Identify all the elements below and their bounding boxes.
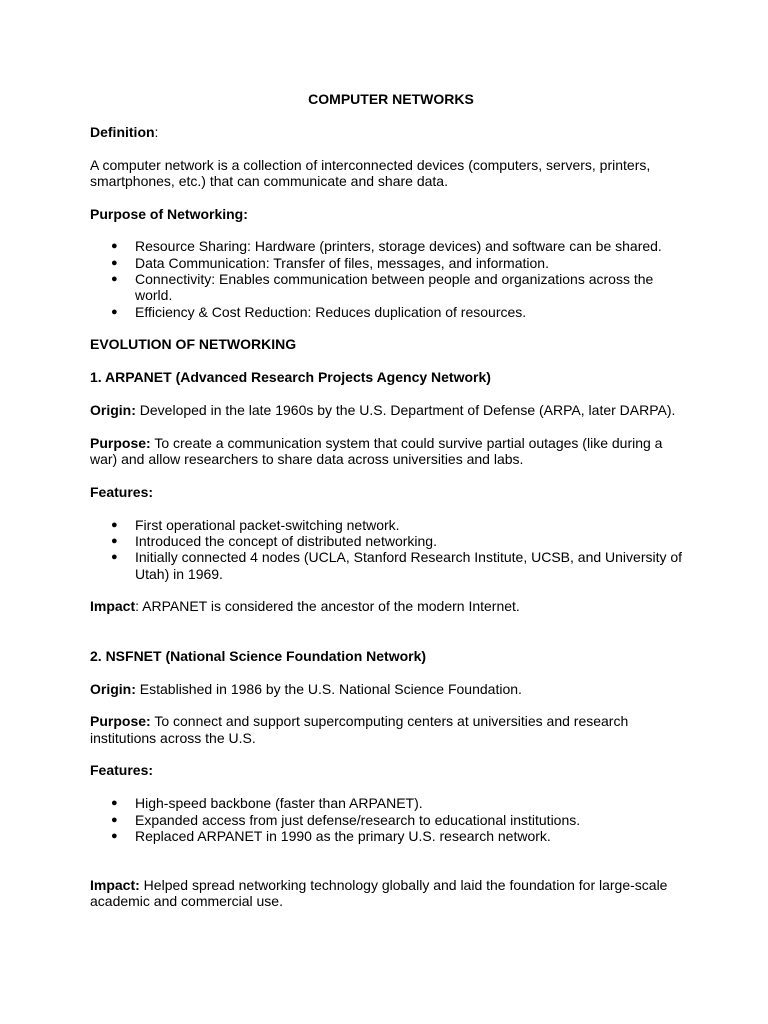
list-item-text: High-speed backbone (faster than ARPANET). [135, 795, 423, 812]
nsfnet-purpose [90, 713, 690, 746]
arpanet-origin-label: Origin: [90, 402, 136, 419]
list-item-text: Initially connected 4 nodes (UCLA, Stanford Research Institute, UCSB, and University of Utah) in 1969. [135, 549, 683, 582]
list-item-text: First operational packet-switching network. [135, 516, 400, 533]
arpanet-impact-label: Impact [90, 598, 136, 615]
nsfnet-origin-text: Established in 1986 by the U.S. National Science Foundation. [135, 680, 522, 697]
arpanet-features-list [90, 517, 690, 582]
list-item [90, 812, 690, 828]
nsfnet-heading: 2. NSFNET (National Science Foundation Network) [90, 647, 427, 664]
definition-colon: : [154, 123, 159, 140]
nsfnet-purpose-text: To connect and support supercomputing centers at universities and research institutions across the U.S. [90, 713, 629, 746]
list-item [90, 255, 690, 271]
bullet-icon: ● [111, 240, 118, 253]
list-item-text: Connectivity: Enables communication between people and organizations across the world. [135, 271, 654, 304]
arpanet-heading: 1. ARPANET (Advanced Research Projects Agency Network) [90, 369, 491, 386]
nsfnet-purpose-label: Purpose: [90, 713, 151, 730]
page-title: COMPUTER NETWORKS [308, 91, 474, 107]
bullet-icon: ● [111, 305, 118, 318]
list-item [90, 549, 690, 582]
evolution-heading: EVOLUTION OF NETWORKING [90, 336, 297, 353]
list-item-text: Replaced ARPANET in 1990 as the primary U.S. research network. [135, 827, 551, 844]
arpanet-purpose [90, 435, 690, 468]
arpanet-features-label: Features: [90, 483, 154, 500]
list-item [90, 533, 690, 549]
list-item [90, 238, 690, 254]
definition-label: Definition [90, 123, 155, 140]
purpose-networking-list [90, 238, 690, 319]
list-item-text: Introduced the concept of distributed networking. [135, 533, 437, 550]
bullet-icon: ● [111, 256, 118, 269]
definition-heading [90, 124, 690, 140]
nsfnet-features-label: Features: [90, 762, 154, 779]
arpanet-origin-text: Developed in the late 1960s by the U.S. Department of Defense (ARPA, later DARPA). [135, 402, 676, 419]
document-page [90, 91, 690, 926]
bullet-icon: ● [111, 829, 118, 842]
bullet-icon: ● [111, 518, 118, 531]
arpanet-impact-text: : ARPANET is considered the ancestor of the modern Internet. [135, 598, 520, 615]
bullet-icon: ● [111, 797, 118, 810]
list-item-text: Efficiency & Cost Reduction: Reduces duplication of resources. [135, 303, 527, 320]
list-item-text: Data Communication: Transfer of files, messages, and information. [135, 254, 549, 271]
bullet-icon: ● [111, 273, 118, 286]
nsfnet-impact [90, 877, 690, 910]
list-item [90, 304, 690, 320]
list-item-text: Expanded access from just defense/research to educational institutions. [135, 811, 581, 828]
list-item [90, 517, 690, 533]
list-item-text: Resource Sharing: Hardware (printers, storage devices) and software can be shared. [135, 238, 662, 255]
arpanet-purpose-text: To create a communication system that could survive partial outages (like during a war) and allow researchers to share data across universities and labs. [90, 434, 663, 468]
nsfnet-impact-text: Helped spread networking technology globally and laid the foundation for large-scale academic and commercial use. [90, 877, 668, 910]
nsfnet-origin-label: Origin: [90, 680, 136, 697]
nsfnet-features-list [90, 795, 690, 844]
list-item [90, 271, 690, 304]
arpanet-purpose-label: Purpose: [90, 434, 151, 451]
bullet-icon: ● [111, 813, 118, 826]
definition-text: A computer network is a collection of interconnected devices (computers, servers, printers, smartphones, etc.) that can communicate and share data. [90, 156, 651, 189]
nsfnet-origin [90, 681, 690, 697]
arpanet-origin [90, 402, 690, 418]
list-item [90, 828, 690, 844]
nsfnet-impact-label: Impact: [90, 877, 140, 894]
bullet-icon: ● [111, 551, 118, 564]
purpose-networking-heading: Purpose of Networking: [90, 205, 248, 222]
arpanet-impact [90, 598, 690, 614]
list-item [90, 795, 690, 811]
bullet-icon: ● [111, 535, 118, 548]
